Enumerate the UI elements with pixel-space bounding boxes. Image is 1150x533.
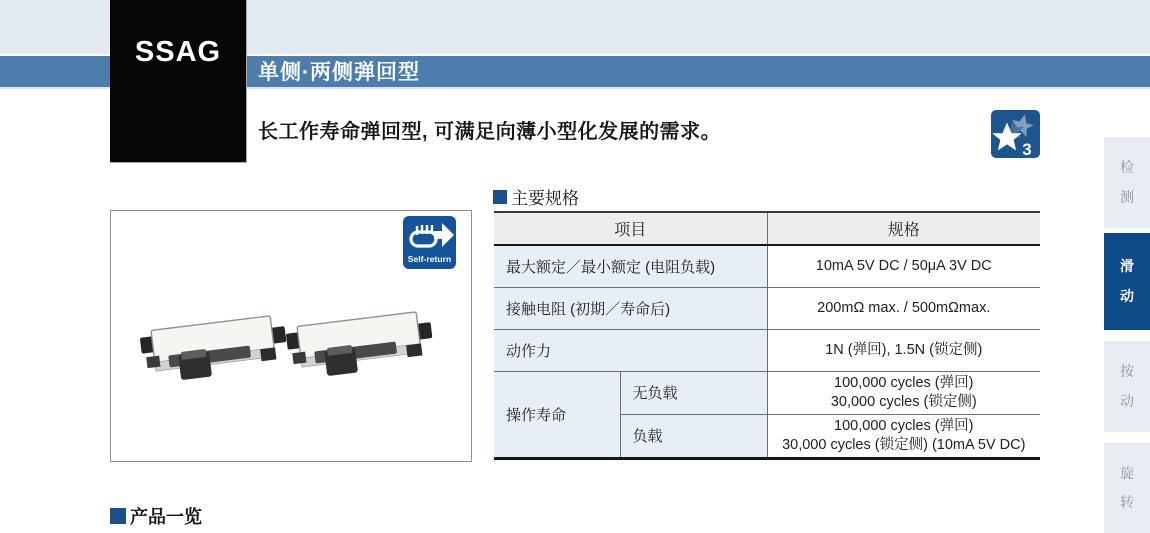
product-list-heading (110, 503, 202, 529)
table-row (494, 287, 1040, 329)
self-return-label: Self-return (407, 254, 452, 264)
table-row (494, 371, 1040, 414)
spec-value: 200mΩ max. / 500mΩmax. (767, 287, 1040, 329)
spec-sublabel-load: 负载 (620, 414, 767, 458)
sidebar-tab-label: 按动 (1120, 363, 1134, 409)
spec-value-line: 30,000 cycles (锁定侧) (830, 393, 977, 410)
model-name: SSAG (134, 35, 222, 68)
blue-square-bullet-icon (493, 190, 507, 204)
product-image-box (110, 210, 472, 462)
spec-label: 动作力 (494, 329, 767, 371)
table-row (494, 245, 1040, 287)
star-rank-number: 3 (1022, 140, 1032, 158)
specs-heading-label: 主要规格 (511, 189, 579, 208)
sidebar-tab-inspection[interactable] (1104, 137, 1150, 228)
spec-value: 10mA 5V DC / 50μA 3V DC (767, 245, 1040, 287)
star-rank-icon (991, 110, 1040, 158)
specs-heading (493, 184, 579, 209)
spec-label: 接触电阻 (初期／寿命后) (494, 287, 767, 329)
column-header-item: 项目 (494, 212, 767, 245)
star-rank-badge (991, 110, 1040, 158)
sidebar-tab-label: 滑动 (1120, 258, 1134, 304)
sidebar-tab-rotary[interactable] (1104, 443, 1150, 533)
self-return-badge (403, 216, 456, 269)
specs-table (494, 211, 1040, 460)
table-row (494, 329, 1040, 371)
product-list-heading-label: 产品一览 (130, 507, 202, 527)
spec-value (767, 371, 1040, 414)
sidebar-tab-label: 旋转 (1120, 464, 1134, 510)
spec-value-line: 30,000 cycles (锁定侧) (10mA 5V DC) (782, 436, 1026, 453)
spec-value: 1N (弹回), 1.5N (锁定侧) (767, 329, 1040, 371)
blue-square-bullet-icon (110, 508, 126, 524)
column-header-spec: 规格 (767, 212, 1040, 245)
sidebar-tab-push[interactable] (1104, 341, 1150, 432)
page-title: 单侧·两侧弹回型 (258, 61, 420, 84)
table-header-row (494, 212, 1040, 245)
model-name-box (110, 0, 247, 163)
spec-sublabel-no-load: 无负载 (620, 371, 767, 414)
sidebar-tab-label: 检测 (1120, 159, 1134, 205)
spec-value-line: 100,000 cycles (弹回) (834, 374, 974, 391)
spec-value (767, 414, 1040, 458)
self-return-icon (403, 216, 456, 269)
sidebar-tab-slide-active[interactable] (1104, 233, 1150, 330)
spec-value-line: 100,000 cycles (弹回) (834, 417, 974, 434)
spec-label: 最大额定／最小额定 (电阻负载) (494, 245, 767, 287)
spec-label-operating-life: 操作寿命 (494, 371, 620, 458)
tagline: 长工作寿命弹回型, 可满足向薄小型化发展的需求。 (258, 121, 722, 143)
